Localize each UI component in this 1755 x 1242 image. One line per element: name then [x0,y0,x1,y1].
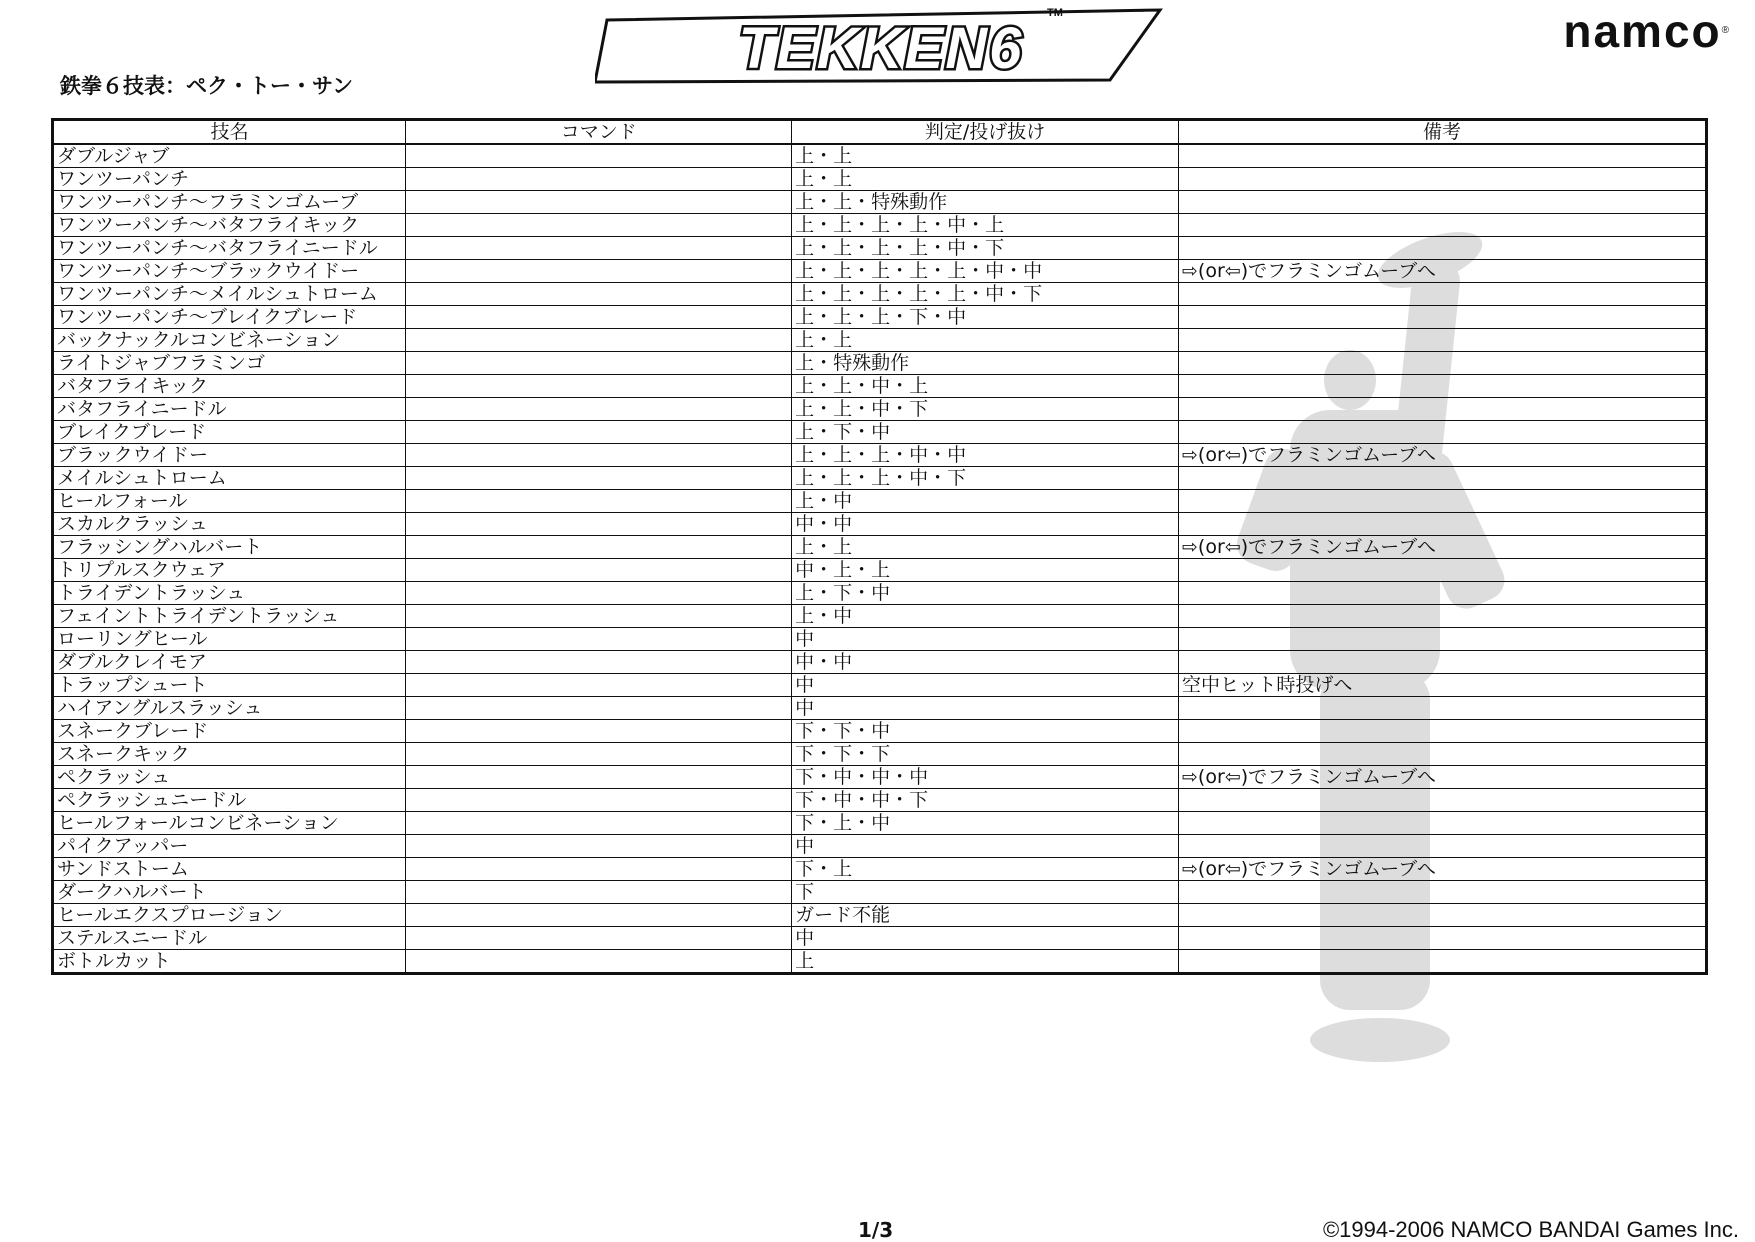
move-name-cell: メイルシュトローム [53,467,406,490]
move-name-cell: フェイントトライデントラッシュ [53,605,406,628]
command-cell [406,559,792,582]
note-cell: ⇨(or⇦)でフラミンゴムーブへ [1179,260,1707,283]
command-cell [406,743,792,766]
move-name-cell: ヒールフォール [53,490,406,513]
table-row [53,674,1707,697]
note-cell [1179,375,1707,398]
move-name-cell: スネークブレード [53,720,406,743]
hit-level-cell: 上・上・中・上 [792,375,1179,398]
command-cell [406,168,792,191]
hit-level-cell: 上・上・特殊動作 [792,191,1179,214]
move-name-cell: ワンツーパンチ～フラミンゴムーブ [53,191,406,214]
hit-level-cell: 上・上・中・下 [792,398,1179,421]
note-cell: ⇨(or⇦)でフラミンゴムーブへ [1179,858,1707,881]
hit-level-cell: 中 [792,697,1179,720]
table-row [53,467,1707,490]
table-header-row [53,120,1707,145]
table-row [53,651,1707,674]
move-name-cell: フラッシングハルバート [53,536,406,559]
command-cell [406,283,792,306]
move-name-cell: ヒールフォールコンビネーション [53,812,406,835]
table-row [53,191,1707,214]
command-cell [406,144,792,168]
table-row [53,329,1707,352]
move-name-cell: バックナックルコンビネーション [53,329,406,352]
hit-level-cell: 中 [792,674,1179,697]
note-cell [1179,743,1707,766]
table-row [53,490,1707,513]
hit-level-cell: ガード不能 [792,904,1179,927]
copyright-notice: ©1994-2006 NAMCO BANDAI Games Inc. [1322,1217,1739,1242]
move-name-cell: ボトルカット [53,950,406,974]
move-name-cell: ワンツーパンチ～メイルシュトローム [53,283,406,306]
note-cell [1179,306,1707,329]
command-cell [406,444,792,467]
move-name-cell: ダークハルバート [53,881,406,904]
move-name-cell: トラップシュート [53,674,406,697]
hit-level-cell: 上・中 [792,490,1179,513]
move-name-cell: ペクラッシュ [53,766,406,789]
move-name-cell: ペクラッシュニードル [53,789,406,812]
note-cell [1179,582,1707,605]
namco-logo [1563,5,1731,57]
move-name-cell: スカルクラッシュ [53,513,406,536]
hit-level-cell: 上・上・上・上・中・上 [792,214,1179,237]
table-row [53,582,1707,605]
note-cell [1179,628,1707,651]
command-cell [406,513,792,536]
note-cell [1179,352,1707,375]
note-cell [1179,697,1707,720]
table-row [53,720,1707,743]
hit-level-cell: 下・上・中 [792,812,1179,835]
move-name-cell: ハイアングルスラッシュ [53,697,406,720]
command-cell [406,881,792,904]
move-name-cell: バタフライキック [53,375,406,398]
table-row [53,697,1707,720]
move-name-cell: パイクアッパー [53,835,406,858]
hit-level-cell: 上・上・上・上・中・下 [792,237,1179,260]
note-cell [1179,835,1707,858]
hit-level-cell: 上・上・上・下・中 [792,306,1179,329]
command-cell [406,766,792,789]
move-name-cell: ダブルジャブ [53,144,406,168]
note-cell [1179,168,1707,191]
command-cell [406,651,792,674]
note-cell: ⇨(or⇦)でフラミンゴムーブへ [1179,766,1707,789]
hit-level-cell: 上・中 [792,605,1179,628]
command-cell [406,835,792,858]
table-row [53,168,1707,191]
logo-trademark: TM [1047,7,1063,19]
command-cell [406,306,792,329]
hit-level-cell: 中 [792,628,1179,651]
note-cell [1179,421,1707,444]
hit-level-cell: 下・中・中・下 [792,789,1179,812]
hit-level-cell: 下・下・中 [792,720,1179,743]
page-number: 1/3 [858,1218,894,1242]
command-cell [406,191,792,214]
note-cell [1179,812,1707,835]
move-name-cell: ワンツーパンチ～バタフライニードル [53,237,406,260]
hit-level-cell: 上・下・中 [792,582,1179,605]
table-row [53,513,1707,536]
hit-level-cell: 上・上 [792,536,1179,559]
hit-level-cell: 上・上 [792,168,1179,191]
move-name-cell: ワンツーパンチ～バタフライキック [53,214,406,237]
table-row [53,283,1707,306]
note-cell [1179,513,1707,536]
note-cell [1179,950,1707,974]
column-header-hit-level: 判定/投げ抜け [792,120,1179,145]
note-cell [1179,144,1707,168]
note-cell [1179,283,1707,306]
note-cell: ⇨(or⇦)でフラミンゴムーブへ [1179,536,1707,559]
move-name-cell: ワンツーパンチ [53,168,406,191]
table-row [53,352,1707,375]
table-row [53,237,1707,260]
command-cell [406,858,792,881]
command-cell [406,398,792,421]
hit-level-cell: 上・上 [792,144,1179,168]
note-cell [1179,191,1707,214]
move-name-cell: ブラックウイドー [53,444,406,467]
note-cell [1179,904,1707,927]
hit-level-cell: 中 [792,927,1179,950]
hit-level-cell: 上・上・上・中・中 [792,444,1179,467]
brand-registered-mark: ® [1721,25,1731,36]
move-name-cell: スネークキック [53,743,406,766]
hit-level-cell: 上・特殊動作 [792,352,1179,375]
hit-level-cell: 中・中 [792,513,1179,536]
page-title: 鉄拳６技表：ペク・トー・サン [60,74,353,98]
command-cell [406,490,792,513]
command-cell [406,421,792,444]
table-row [53,881,1707,904]
move-name-cell: ライトジャブフラミンゴ [53,352,406,375]
note-cell [1179,651,1707,674]
hit-level-cell: 中 [792,835,1179,858]
note-cell [1179,467,1707,490]
table-row [53,375,1707,398]
command-cell [406,536,792,559]
table-row [53,950,1707,974]
move-name-cell: サンドストーム [53,858,406,881]
move-name-cell: トリプルスクウェア [53,559,406,582]
table-row [53,605,1707,628]
hit-level-cell: 上・下・中 [792,421,1179,444]
command-cell [406,329,792,352]
table-row [53,858,1707,881]
move-name-cell: ダブルクレイモア [53,651,406,674]
hit-level-cell: 下・下・下 [792,743,1179,766]
table-row [53,214,1707,237]
table-row [53,444,1707,467]
command-cell [406,904,792,927]
move-name-cell: トライデントラッシュ [53,582,406,605]
table-row [53,835,1707,858]
note-cell [1179,214,1707,237]
note-cell [1179,490,1707,513]
command-cell [406,260,792,283]
command-cell [406,237,792,260]
hit-level-cell: 上・上・上・上・上・中・中 [792,260,1179,283]
command-cell [406,375,792,398]
command-cell [406,720,792,743]
hit-level-cell: 下 [792,881,1179,904]
note-cell [1179,789,1707,812]
table-row [53,536,1707,559]
command-cell [406,605,792,628]
table-row [53,789,1707,812]
table-row [53,927,1707,950]
note-cell [1179,559,1707,582]
table-row [53,144,1707,168]
move-name-cell: ワンツーパンチ～ブラックウイドー [53,260,406,283]
command-cell [406,467,792,490]
note-cell [1179,605,1707,628]
command-cell [406,352,792,375]
move-name-cell: ステルスニードル [53,927,406,950]
column-header-move-name: 技名 [53,120,406,145]
hit-level-cell: 下・上 [792,858,1179,881]
note-cell: 空中ヒット時投げへ [1179,674,1707,697]
command-cell [406,214,792,237]
move-name-cell: ヒールエクスプロージョン [53,904,406,927]
note-cell [1179,398,1707,421]
hit-level-cell: 下・中・中・中 [792,766,1179,789]
hit-level-cell: 中・上・上 [792,559,1179,582]
command-cell [406,812,792,835]
move-name-cell: ローリングヒール [53,628,406,651]
move-name-cell: バタフライニードル [53,398,406,421]
hit-level-cell: 上・上・上・中・下 [792,467,1179,490]
tekken6-logo [595,2,1175,88]
note-cell [1179,927,1707,950]
command-cell [406,697,792,720]
table-row [53,260,1707,283]
command-cell [406,950,792,974]
table-row [53,559,1707,582]
command-cell [406,628,792,651]
table-row [53,904,1707,927]
move-list-body [53,144,1707,974]
hit-level-cell: 上 [792,950,1179,974]
column-header-notes: 備考 [1179,120,1707,145]
table-row [53,628,1707,651]
command-cell [406,927,792,950]
move-name-cell: ブレイクブレード [53,421,406,444]
note-cell: ⇨(or⇦)でフラミンゴムーブへ [1179,444,1707,467]
brand-text: namco [1563,5,1722,57]
table-row [53,306,1707,329]
table-row [53,766,1707,789]
move-list-table [51,118,1708,975]
note-cell [1179,720,1707,743]
move-name-cell: ワンツーパンチ～ブレイクブレード [53,306,406,329]
column-header-command: コマンド [406,120,792,145]
note-cell [1179,237,1707,260]
hit-level-cell: 上・上・上・上・上・中・下 [792,283,1179,306]
note-cell [1179,881,1707,904]
command-cell [406,582,792,605]
logo-text: TEKKEN6 [738,16,1024,81]
table-row [53,743,1707,766]
table-row [53,421,1707,444]
hit-level-cell: 上・上 [792,329,1179,352]
table-row [53,812,1707,835]
command-cell [406,789,792,812]
hit-level-cell: 中・中 [792,651,1179,674]
note-cell [1179,329,1707,352]
table-row [53,398,1707,421]
command-cell [406,674,792,697]
